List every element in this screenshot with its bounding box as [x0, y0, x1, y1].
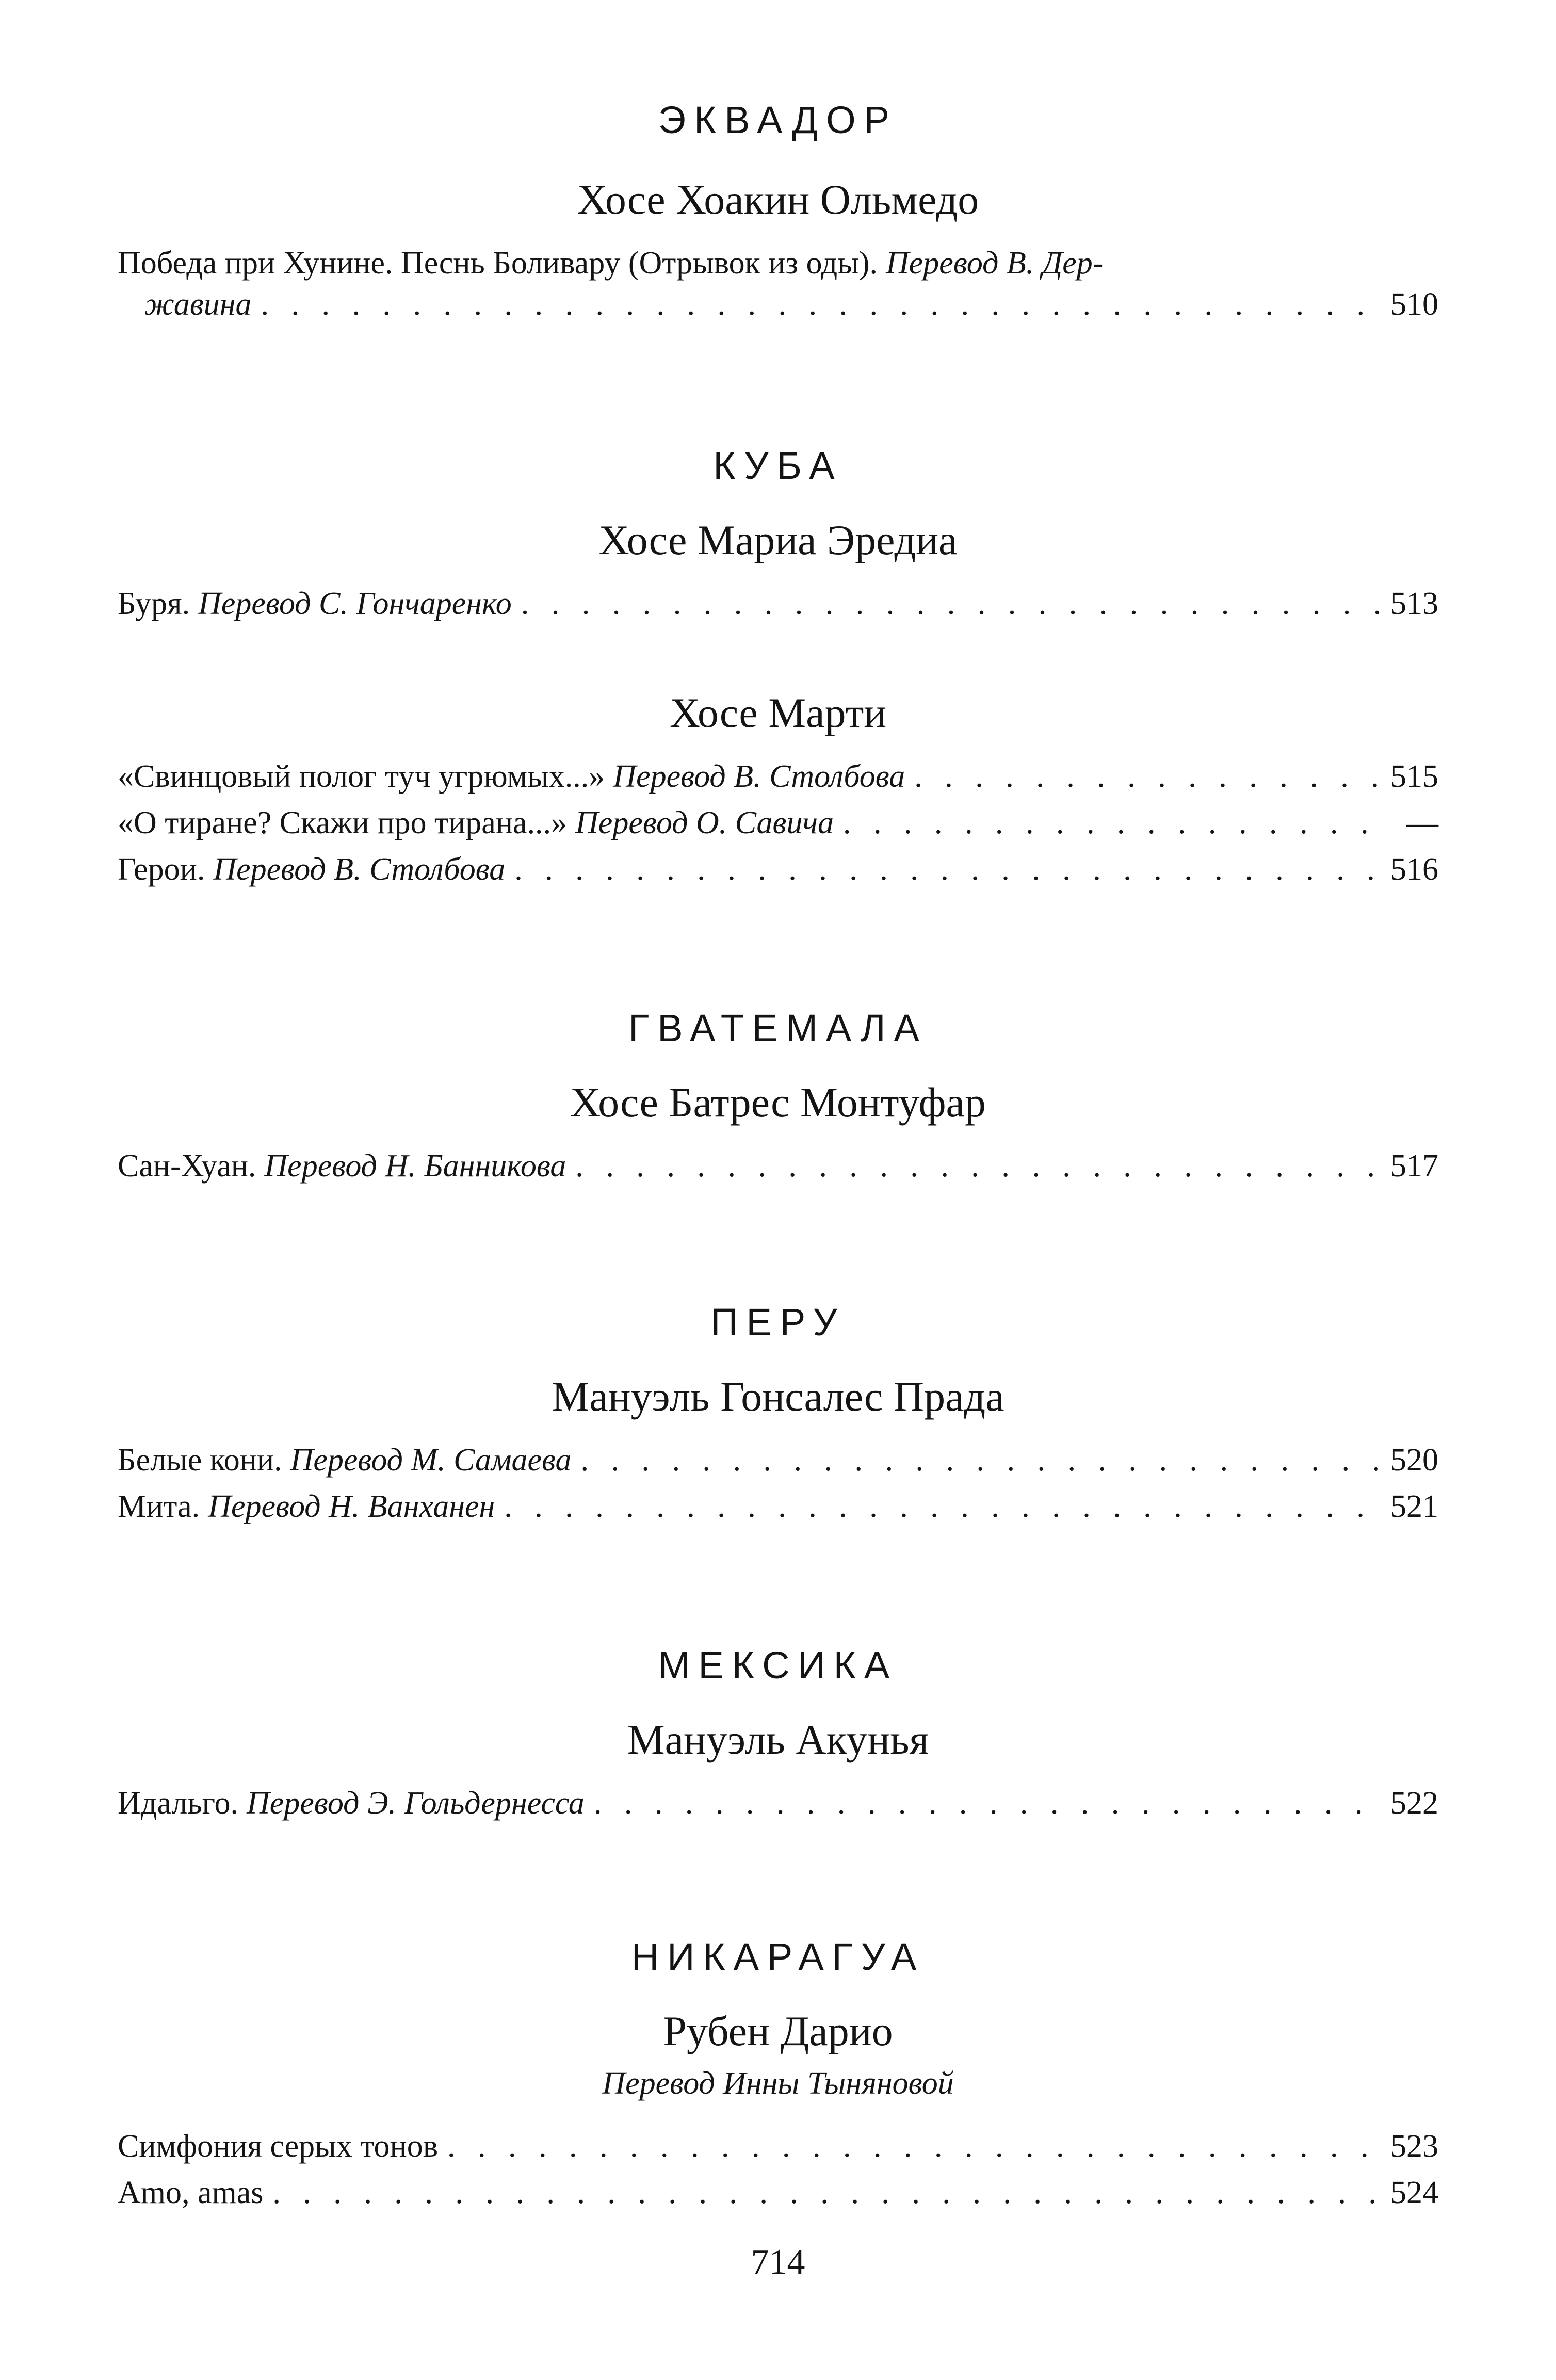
entry-translator: Перевод О. Савича — [575, 805, 834, 840]
entry-page-number: 515 — [1390, 759, 1438, 794]
country-heading-guatemala: ГВАТЕМАЛА — [628, 1007, 928, 1049]
entry-translator: Перевод С. Гончаренко — [198, 586, 512, 621]
author-name: Мануэль Гонсалес Прада — [552, 1373, 1004, 1420]
dot-leader — [594, 1783, 1379, 1824]
author-name: Хосе Батрес Монтуфар — [570, 1079, 986, 1126]
entry-page-number: — — [1406, 805, 1438, 840]
toc-entry — [118, 242, 1438, 325]
dot-leader — [914, 756, 1379, 797]
entry-title: Победа при Хунине. Песнь Боливару (Отрывок из оды). — [118, 246, 878, 281]
entry-title: Белые кони. — [118, 1443, 282, 1478]
country-heading-ecuador: ЭКВАДОР — [658, 99, 898, 141]
entry-title: Мита. — [118, 1489, 200, 1524]
dot-leader — [272, 2172, 1379, 2213]
entry-page-number: 513 — [1390, 586, 1438, 621]
country-heading-nicaragua: НИКАРАГУА — [631, 1935, 925, 1978]
entry-title: Сан-Хуан. — [118, 1148, 256, 1184]
author-name: Рубен Дарио — [663, 2007, 893, 2054]
entry-page-number: 523 — [1390, 2129, 1438, 2164]
entry-translator: Перевод М. Самаева — [290, 1443, 572, 1478]
dot-leader — [504, 1486, 1379, 1527]
toc-entry — [118, 756, 1438, 890]
entry-page-number: 520 — [1390, 1443, 1438, 1478]
translator-note: Перевод Инны Тыняновой — [602, 2066, 954, 2101]
entry-translator: Перевод В. Столбова — [613, 759, 905, 794]
country-heading-cuba: КУБА — [713, 444, 843, 487]
entry-translator: Перевод Н. Банникова — [264, 1148, 566, 1184]
dot-leader — [843, 802, 1379, 844]
entry-translator: Перевод В. Столбова — [213, 852, 506, 887]
dot-leader — [581, 1439, 1379, 1481]
toc-entry — [118, 2126, 1438, 2213]
entry-translator-continued: жавина — [144, 287, 252, 322]
entry-title: Герои. — [118, 852, 205, 887]
entry-page-number: 524 — [1390, 2175, 1438, 2210]
dot-leader — [521, 583, 1379, 624]
entry-page-number: 516 — [1390, 852, 1438, 887]
author-name: Мануэль Акунья — [627, 1716, 929, 1763]
entry-title: «Свинцовый полог туч угрюмых...» — [118, 759, 605, 794]
country-heading-mexico: МЕКСИКА — [658, 1644, 898, 1687]
page-number: 714 — [751, 2242, 805, 2282]
entry-title: Amo, amas — [118, 2175, 264, 2210]
entry-translator: Перевод Э. Гольдернесса — [246, 1786, 585, 1821]
toc-entry — [118, 1439, 1438, 1527]
toc-entry — [118, 583, 1438, 624]
toc-entry — [118, 1783, 1438, 1824]
entry-translator: Перевод Н. Ванханен — [208, 1489, 495, 1524]
entry-translator: Перевод В. Дер- — [886, 246, 1104, 281]
entry-title: Идальго. — [118, 1786, 238, 1821]
entry-page-number: 517 — [1390, 1148, 1438, 1184]
dot-leader — [575, 1145, 1379, 1187]
toc-entry — [118, 1145, 1438, 1187]
author-name: Хосе Хоакин Ольмедо — [577, 176, 979, 223]
dot-leader — [261, 284, 1379, 325]
entry-page-number: 522 — [1390, 1786, 1438, 1821]
author-name: Хосе Марти — [669, 689, 887, 736]
entry-title: «О тиране? Скажи про тирана...» — [118, 805, 568, 840]
entry-title: Симфония серых тонов — [118, 2129, 438, 2164]
entry-title: Буря. — [118, 586, 190, 621]
entry-page-number: 521 — [1390, 1489, 1438, 1524]
dot-leader — [514, 849, 1379, 890]
dot-leader — [447, 2126, 1379, 2167]
entry-page-number: 510 — [1390, 287, 1438, 322]
country-heading-peru: ПЕРУ — [710, 1301, 846, 1343]
author-name: Хосе Мариа Эредиа — [598, 516, 958, 563]
